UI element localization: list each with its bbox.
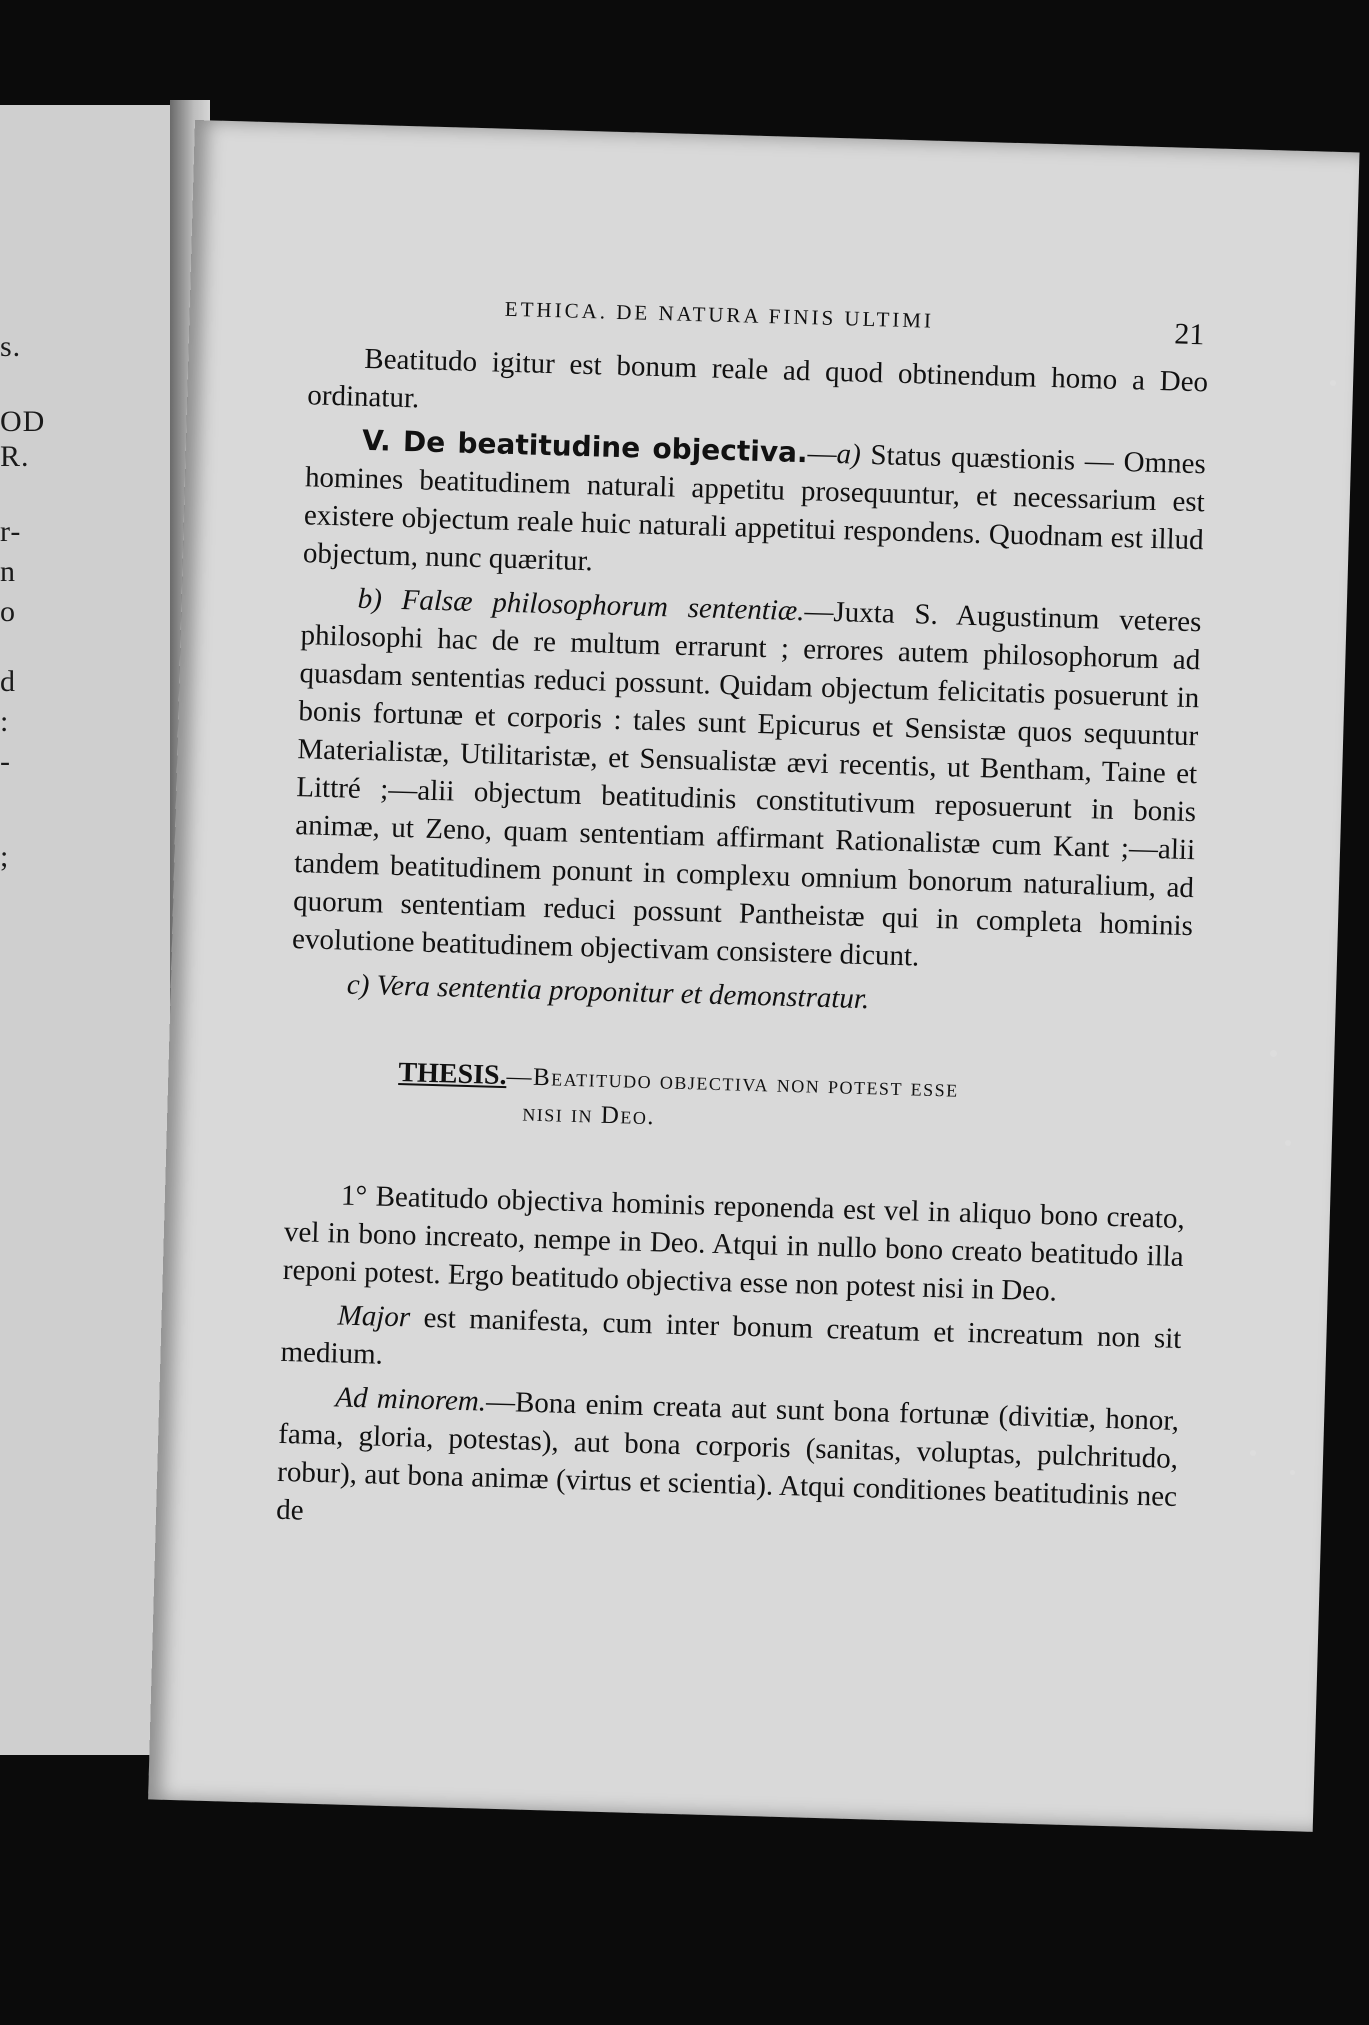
left-page-fragment: o — [0, 595, 16, 628]
section-paragraph — [302, 420, 1206, 597]
page-body — [276, 338, 1209, 1560]
running-head: ETHICA. DE NATURA FINIS ULTIMI — [504, 296, 935, 333]
left-page-fragment: ; — [0, 840, 10, 873]
left-page-fragment: R. — [0, 440, 30, 473]
subsection-letter: c) — [346, 968, 370, 1002]
paragraph: Beatitudo igitur est bonum reale ad quod obtinendum homo a Deo ordinatur. — [306, 342, 1209, 415]
left-page-fragment: - — [0, 745, 11, 778]
thesis-line-2: nisi in Deo. — [522, 1099, 656, 1131]
subsection-letter: b) — [357, 582, 383, 616]
scan-speck — [1270, 1050, 1277, 1057]
section-heading: V. De beatitudine objectiva. — [361, 423, 809, 470]
paragraph-text: —Bona enim creata aut sunt bona fortunæ (divitiæ, honor, fama, gloria, potestas), aut bona corporis (sanitas, voluptas, pulchritudo, robur), aut bona animæ (virtus et scientia). Atqui conditiones beatitudinis nec de — [275, 1385, 1180, 1527]
book-page — [148, 120, 1359, 1832]
thesis-line-1: —Beatitudo objectiva non potest esse — [506, 1063, 960, 1103]
thesis-statement — [287, 1052, 1189, 1150]
left-page-fragment: s. — [0, 330, 22, 363]
subsection-letter: a) — [836, 438, 862, 471]
left-page-fragment: d — [0, 665, 16, 698]
scan-speck — [1290, 1470, 1295, 1475]
thesis-label: THESIS. — [398, 1057, 508, 1092]
subsection-title: Vera sententia proponitur et demonstratur. — [368, 969, 870, 1016]
paragraph-text: Status quæstionis — Omnes homines beatitudinem naturali appetitu prosequuntur, et necessarium est existere objectum reale huic naturali appetitui respondens. Quodnam est illud objectum, nunc quæritur. — [302, 438, 1207, 578]
paragraph: 1° Beatitudo objectiva hominis reponenda est vel in aliquo bono creato, vel in bono increato, nempe in Deo. Atqui in nullo bono creato beatitudo illa reponi potest. Ergo beatitudo objectiva esse non potest nisi in Deo. — [282, 1179, 1186, 1308]
italic-term: Major — [337, 1299, 411, 1334]
italic-term: Ad minorem. — [334, 1381, 487, 1418]
dash: — — [807, 437, 838, 471]
paragraph — [276, 1377, 1180, 1554]
left-page-fragment: : — [0, 705, 10, 738]
paragraph-text: est manifesta, cum inter bonum creatum et increatum non sit medium. — [280, 1301, 1182, 1371]
scan-speck — [1250, 1450, 1256, 1456]
paragraph — [292, 578, 1202, 983]
paragraph-text: —Juxta S. Augustinum veteres philosophi hac de re multum errarunt ; errores autem philosophorum ad quasdam sententias reduci possunt. Quidam objectum felicitatis posuerunt in bonis fortunæ et corporis : tales sunt Epicurus et Sensistæ quos sequuntur Materialistæ, Utilitaristæ, et Sensualistæ ævi recentis, ut Bentham, Taine et Littré ;—alii objectum beatitudinis constitutivum reposuerunt in bonis animæ, ut Zeno, quam sententiam affirmant Rationalistæ cum Kant ;—alii tandem beatitudinem ponunt in complexu omnium bonorum naturalium, ad quorum sententiam reduci possunt Pantheistæ qui in completa hominis evolutione beatitudinem objectivam consistere dicunt. — [291, 595, 1202, 973]
left-page-fragment: n — [0, 555, 16, 588]
left-page-fragment: OD — [0, 405, 46, 438]
page-number: 21 — [1173, 317, 1205, 352]
left-page-fragment: r- — [0, 515, 22, 548]
scan-speck — [1285, 1140, 1291, 1146]
subsection-title: Falsæ philosophorum sententiæ. — [381, 583, 805, 628]
scan-speck — [1330, 380, 1336, 386]
